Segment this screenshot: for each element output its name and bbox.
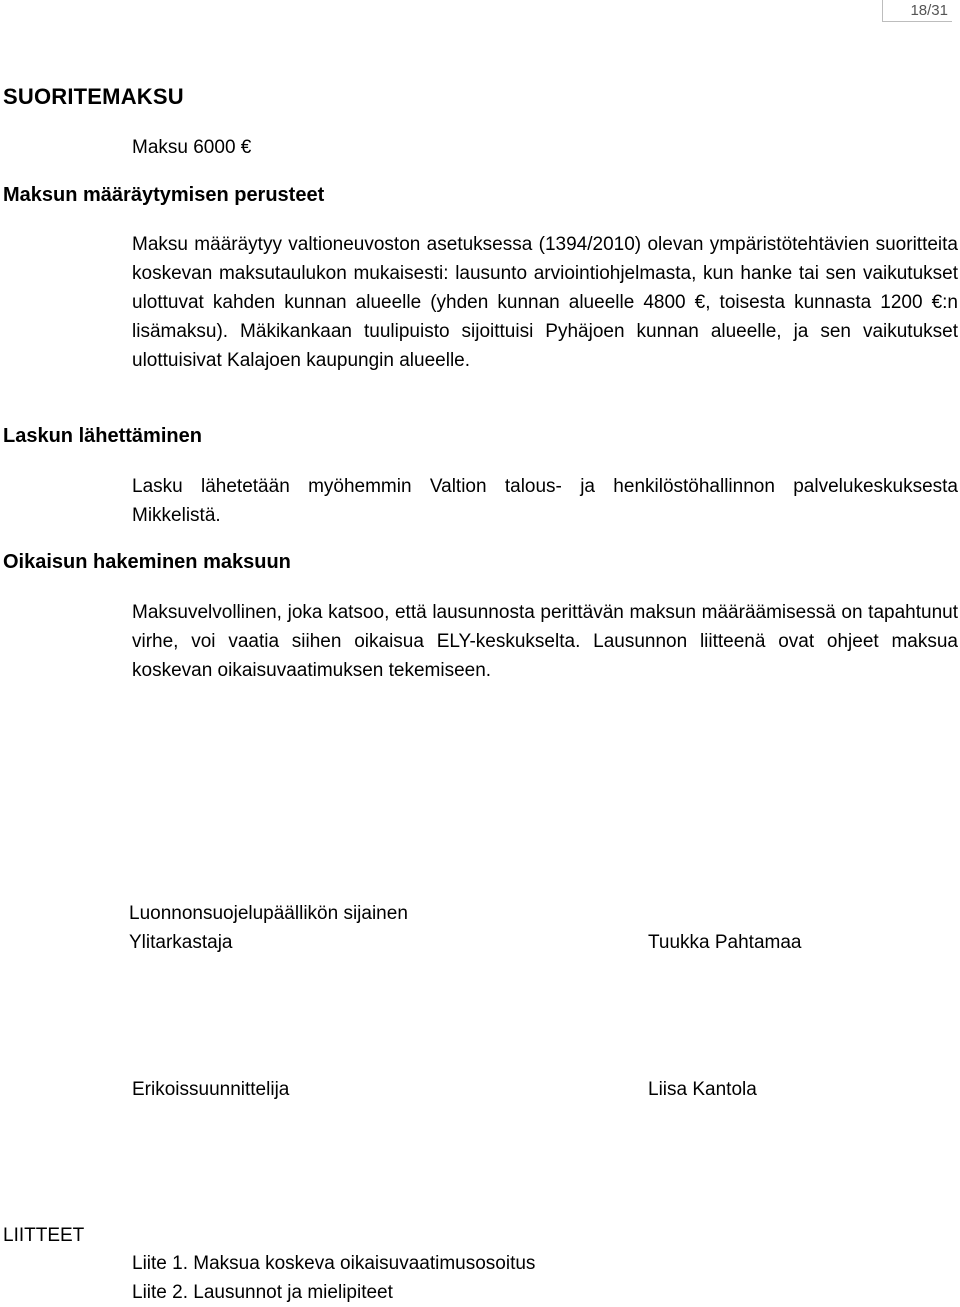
signer1-name: Tuukka Pahtamaa: [648, 932, 802, 953]
page-title: SUORITEMAKSU: [3, 84, 184, 109]
basis-text: Maksu määräytyy valtioneuvoston asetuksessa (1394/2010) olevan ympäristötehtävien suoritteita koskevan maksutaulukon mukaisesti: lausunto arviointiohjelmasta, kun hanke tai sen vaikutukset ulottuvat kahden kunnan alueelle (yhden kunnan alueelle 4800 €, toisesta kunnasta 1200 €:n lisämaksu). Mäkikankaan tuulipuisto sijoittuisi Pyhäjoen kunnan alueelle, ja sen vaikutukset ulottuisivat Kalajoen kaupungin alueelle.: [132, 234, 958, 371]
attachment-item: Liite 2. Lausunnot ja mielipiteet: [132, 1282, 393, 1303]
page-number: 18/31: [882, 0, 952, 22]
correction-text: Maksuvelvollinen, joka katsoo, että lausunnosta perittävän maksun määräämisessä on tapahtunut virhe, voi vaatia siihen oikaisua ELY-keskukselta. Lausunnon liitteenä ovat ohjeet maksua koskevan oikaisuvaatimuksen tekemiseen.: [132, 602, 958, 681]
attachments-heading: LIITTEET: [3, 1225, 85, 1246]
signer2-title: Erikoissuunnittelija: [132, 1079, 290, 1100]
invoice-heading: Laskun lähettäminen: [3, 425, 202, 447]
correction-heading: Oikaisun hakeminen maksuun: [3, 551, 291, 573]
basis-heading: Maksun määräytymisen perusteet: [3, 184, 325, 206]
attachment-item: Liite 1. Maksua koskeva oikaisuvaatimusosoitus: [132, 1253, 536, 1274]
signer2-name: Liisa Kantola: [648, 1079, 757, 1100]
signer1-title-line1: Luonnonsuojelupäällikön sijainen: [129, 903, 408, 924]
invoice-text: Lasku lähetetään myöhemmin Valtion talous- ja henkilöstöhallinnon palvelukeskuksesta Mikkelistä.: [132, 476, 958, 526]
signer1-title-line2: Ylitarkastaja: [129, 932, 233, 953]
fee-amount: Maksu 6000 €: [132, 137, 252, 158]
